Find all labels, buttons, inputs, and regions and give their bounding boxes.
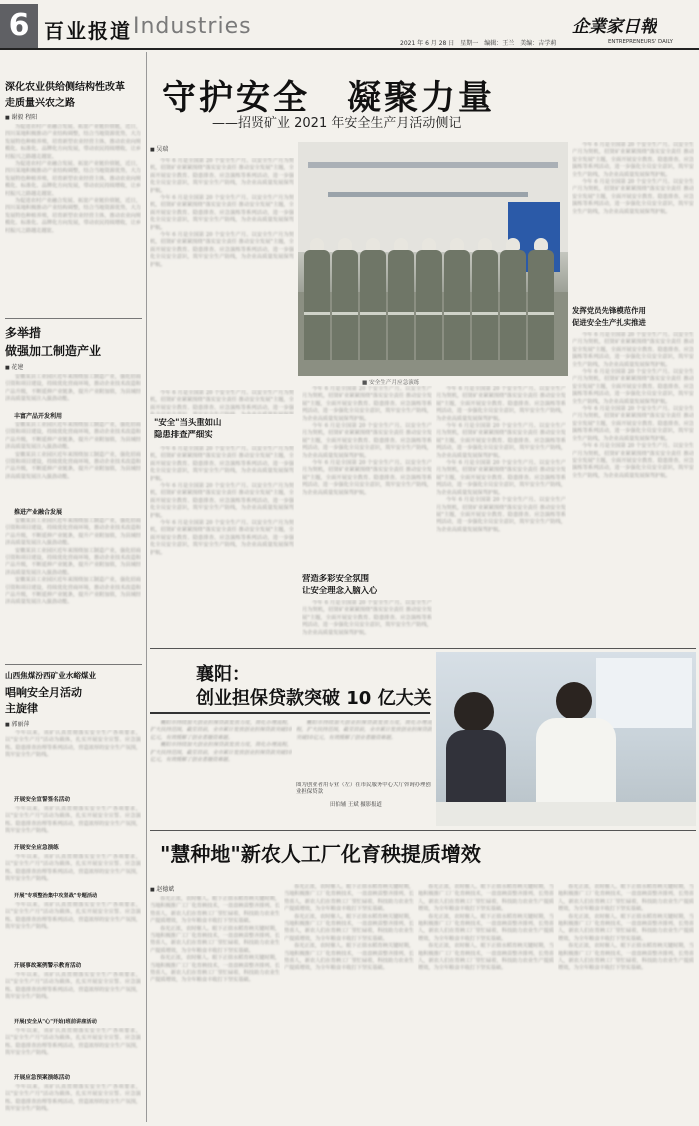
rescuer-figure: [388, 250, 414, 360]
section-heading: 促进安全生产扎实推进: [572, 318, 646, 327]
article-body: 今年 6 月是全国第 20 个安全生产月。以安全生产月为契机，招贤矿业紧紧围绕"落实安全责任 推动安全发展"主题，全面开展安全教育、隐患排查、应急演练等系列活动，进一步强: [150, 390, 294, 411]
left-column-divider: [146, 52, 147, 1122]
photo-person: [556, 682, 592, 720]
article-body: 今年 6 月是全国第 20 个安全生产月。以安全生产月为契机，招贤矿业紧紧围绕"落实安全责任 推动安全发展"主题，全面开展安全教育、隐患排查、应急演练等系列活动，进一步强化全员安全意识，筑牢安全生产防线，为企业高质量发展保驾护航。 今年 6 月是全国第 20 个安全生产月。以安全生产月为契机，招贤矿业紧紧围绕"落实安全责任 推动安全发展"主题，全面开展安全教育、隐患排查、应急演练等系列活动，进一步强化全员安全意识，筑牢安全生产防线，为企业高质量发展保驾护航。 今年 6 月是全国第 20 个安全生产月。以安全生产月为契机，招贤矿业紧紧围绕"落实安全责任 推动安全发展"主题，全面开展安全教育、隐患排查、应急演练等系列活动，进一步强化全员安全意识，筑牢安全生产防线，为企业高质量发展保驾护航。: [302, 386, 432, 496]
article-title: "慧种地"新农人工厂化育秧提质增效: [160, 842, 481, 866]
section-heading: 丰富产品开发利用: [14, 413, 63, 420]
paper-name-en: ENTREPRENEURS' DAILY: [608, 39, 673, 45]
rescuer-helmet: [310, 238, 324, 250]
photo-credit: 田伯辅 王斌 摄影报道: [330, 802, 382, 808]
section-heading: 隐患排查严细实: [154, 430, 213, 439]
article-title: 山西焦煤汾西矿业水峪煤业: [5, 671, 97, 680]
article-body: 襄阳市持续加大创业担保贷款发放力度，简化办理流程，扩大扶持范围，截至目前，全市累计发放创业担保贷款突破10亿元，有效缓解了创业者融资难题。 襄阳市持续加大创业担保贷款发放力度，简化办理流程，扩大扶持范围，截至目前，全市累计发放创业担保贷款突破10亿元，有效缓解了创业者融资难题。: [150, 720, 292, 764]
section-rule: [150, 830, 696, 831]
rescuer-stripe: [500, 312, 526, 315]
article-body: 今年 6 月是全国第 20 个安全生产月。以安全生产月为契机，招贤矿业紧紧围绕"落实安全责任 推动安全发展"主题，全面开展安全教育、隐患排查、应急演练等系列活动，进一步强化全员安全意识，筑牢安全生产防线，为企业高质量发展保驾护航。 今年 6 月是全国第 20 个安全生产月。以安全生产月为契机，招贤矿业紧紧围绕"落实安全责任 推动安全发展"主题，全面开展安全教育、隐患排查、应急演练等系列活动，进一步强化全员安全意识，筑牢安全生产防线，为企业高质量发展保驾护航。: [572, 142, 694, 215]
photo-caption: 图为创业者用专业（左）在市民服务中心大厅咨询办理创业担保贷款: [296, 782, 431, 796]
rescuer-stripe: [472, 312, 498, 315]
rescuer-figure: [304, 250, 330, 360]
section-heading: 推进产业融合发展: [14, 509, 63, 516]
article-body: 今年 6 月是全国第 20 个安全生产月。以安全生产月为契机，招贤矿业紧紧围绕"落实安全责任 推动安全发展"主题，全面开展安全教育、隐患排查、应急演练等系列活动，进一步强化全员安全意识，筑牢安全生产防线，为企业高质量发展保驾护航。 今年 6 月是全国第 20 个安全生产月。以安全生产月为契机，招贤矿业紧紧围绕"落实安全责任 推动安全发展"主题，全面开展安全教育、隐患排查、应急演练等系列活动，进一步强化全员安全意识，筑牢安全生产防线，为企业高质量发展保驾护航。 今年 6 月是全国第 20 个安全生产月。以安全生产月为契机，招贤矿业紧紧围绕"落实安全责任 推动安全发展"主题，全面开展安全教育、隐患排查、应急演练等系列活动，进一步强化全员安全意识，筑牢安全生产防线，为企业高质量发展保驾护航。: [150, 158, 294, 268]
main-subtitle: ——招贤矿业 2021 年安全生产月活动侧记: [212, 116, 462, 131]
article-body: 春光正浓，农时催人。眼下正值水稻育秧关键时期，当地积极推广工厂化育秧技术，一盘盘秧苗整齐排列、长势喜人，新农人们在育秧工厂里忙碌着，科技助力农业生产提质增效，为全年粮食丰收打下坚实基础。 春光正浓，农时催人。眼下正值水稻育秧关键时期，当地积极推广工厂化育秧技术，一盘盘秧苗整齐排列、长势喜人，新农人们在育秧工厂里忙碌着，科技助力农业生产提质增效，为全年粮食丰收打下坚实基础。 春光正浓，农时催人。眼下正值水稻育秧关键时期，当地积极推广工厂化育秧技术，一盘盘秧苗整齐排列、长势喜人，新农人们在育秧工厂里忙碌着，科技助力农业生产提质增效，为全年粮食丰收打下坚实基础。: [418, 884, 554, 972]
article-body: 襄阳市持续加大创业担保贷款发放力度，简化办理流程，扩大扶持范围，截至目前，全市累计发放创业担保贷款突破10亿元，有效缓解了创业者融资难题。: [296, 720, 432, 741]
article-body: 安徽某县工业园区近年来围绕加工制造产业，强化招商引资和项目建设，持续优化营商环境，推动企业技术改造和产品升级，不断延伸产业链条，提升产业附加值，为县域经济高质量发展注入强劲动能。: [5, 374, 141, 403]
section-heading: 让安全理念入脑入心: [302, 586, 378, 595]
article-body: 今年以来，该矿认真贯彻落实安全生产各项要求，以"安全生产月"活动为载体，扎实开展安全宣誓、应急演练、隐患排查治理等系列活动，营造浓厚的安全生产氛围，筑牢安全生产防线。: [5, 902, 141, 931]
article-body: 今年 6 月是全国第 20 个安全生产月。以安全生产月为契机，招贤矿业紧紧围绕"落实安全责任 推动安全发展"主题，全面开展安全教育、隐患排查、应急演练等系列活动，进一步强化全员安全意识，筑牢安全生产防线，为企业高质量发展保驾护航。 今年 6 月是全国第 20 个安全生产月。以安全生产月为契机，招贤矿业紧紧围绕"落实安全责任 推动安全发展"主题，全面开展安全教育、隐患排查、应急演练等系列活动，进一步强化全员安全意识，筑牢安全生产防线，为企业高质量发展保驾护航。 今年 6 月是全国第 20 个安全生产月。以安全生产月为契机，招贤矿业紧紧围绕"落实安全责任 推动安全发展"主题，全面开展安全教育、隐患排查、应急演练等系列活动，进一步强化全员安全意识，筑牢安全生产防线，为企业高质量发展保驾护航。: [150, 446, 294, 556]
rescuer-stripe: [416, 312, 442, 315]
rescuer-helmet: [534, 238, 548, 250]
rescuer-stripe: [528, 312, 554, 315]
rescuer-figure: [416, 250, 442, 360]
credit-photo: [436, 652, 696, 826]
article-title: 唱响安全月活动: [5, 686, 82, 699]
title-rule: [150, 712, 430, 714]
masthead-rule: [0, 48, 699, 50]
article-title: 做强加工制造产业: [5, 344, 102, 358]
rescuer-helmet: [422, 238, 436, 250]
page-number: 6: [8, 8, 30, 43]
byline: ■ 郭丽萍: [5, 719, 29, 728]
rescuer-helmet: [338, 238, 352, 250]
section-rule: [150, 648, 696, 649]
article-body: 今年以来，该矿认真贯彻落实安全生产各项要求，以"安全生产月"活动为载体，扎实开展安全宣誓、应急演练、隐患排查治理等系列活动，营造浓厚的安全生产氛围，筑牢安全生产防线。: [5, 972, 141, 1001]
section-heading: 开展应急预案演练活动: [14, 1075, 70, 1081]
rescuer-helmet: [478, 238, 492, 250]
rescuer-helmet: [394, 238, 408, 250]
article-title: 主旋律: [5, 702, 38, 715]
section-rule: [5, 318, 142, 319]
article-body: 今年以来，该矿认真贯彻落实安全生产各项要求，以"安全生产月"活动为载体，扎实开展安全宣誓、应急演练、隐患排查治理等系列活动，营造浓厚的安全生产氛围，筑牢安全生产防线。: [5, 1028, 141, 1057]
article-body: 安徽某县工业园区近年来围绕加工制造产业，强化招商引资和项目建设，持续优化营商环境，推动企业技术改造和产品升级，不断延伸产业链条，提升产业附加值，为县域经济高质量发展注入强劲动能。 安徽某县工业园区近年来围绕加工制造产业，强化招商引资和项目建设，持续优化营商环境，推动企业技术改造和产品升级，不断延伸产业链条，提升产业附加值，为县域经济高质量发展注入强劲动能。: [5, 422, 141, 480]
article-title: 襄阳：: [196, 664, 250, 685]
article-body: 为促进农村产业融合发展、拓宽产业链价值链，近日，四川某地积极推动产业结构调整，结合当地资源优势，大力发展特色种植养殖，培育新型农业经营主体，推动农业向规模化、标准化、品牌化方向发展，带动农民持续增收，让乡村振兴之路越走越宽。 为促进农村产业融合发展、拓宽产业链价值链，近日，四川某地积极推动产业结构调整，结合当地资源优势，大力发展特色种植养殖，培育新型农业经营主体，推动农业向规模化、标准化、品牌化方向发展，带动农民持续增收，让乡村振兴之路越走越宽。 为促进农村产业融合发展、拓宽产业链价值链，近日，四川某地积极推动产业结构调整，结合当地资源优势，大力发展特色种植养殖，培育新型农业经营主体，推动农业向规模化、标准化、品牌化方向发展，带动农民持续增收，让乡村振兴之路越走越宽。: [5, 124, 141, 234]
rescuer-figure: [444, 250, 470, 360]
section-heading: "安全"当头重如山: [154, 418, 222, 427]
section-name-en: Industries: [133, 14, 252, 39]
section-rule: [5, 664, 142, 665]
byline: ■ 花建: [5, 362, 23, 371]
date-line: 2021 年 6 月 28 日 星期一 编辑：王兰 美编：吉学莉: [400, 40, 557, 47]
rescuer-stripe: [360, 312, 386, 315]
rescuer-stripe: [332, 312, 358, 315]
article-body: 今年 6 月是全国第 20 个安全生产月。以安全生产月为契机，招贤矿业紧紧围绕"落实安全责任 推动安全发展"主题，全面开展安全教育、隐患排查、应急演练等系列活动，进一步强化全员安全意识，筑牢安全生产防线，为企业高质量发展保驾护航。 今年 6 月是全国第 20 个安全生产月。以安全生产月为契机，招贤矿业紧紧围绕"落实安全责任 推动安全发展"主题，全面开展安全教育、隐患排查、应急演练等系列活动，进一步强化全员安全意识，筑牢安全生产防线，为企业高质量发展保驾护航。 今年 6 月是全国第 20 个安全生产月。以安全生产月为契机，招贤矿业紧紧围绕"落实安全责任 推动安全发展"主题，全面开展安全教育、隐患排查、应急演练等系列活动，进一步强化全员安全意识，筑牢安全生产防线，为企业高质量发展保驾护航。 今年 6 月是全国第 20 个安全生产月。以安全生产月为契机，招贤矿业紧紧围绕"落实安全责任 推动安全发展"主题，全面开展安全教育、隐患排查、应急演练等系列活动，进一步强化全员安全意识，筑牢安全生产防线，为企业高质量发展保驾护航。: [572, 332, 694, 479]
rescuer-helmet: [366, 238, 380, 250]
article-body: 春光正浓，农时催人。眼下正值水稻育秧关键时期，当地积极推广工厂化育秧技术，一盘盘秧苗整齐排列、长势喜人，新农人们在育秧工厂里忙碌着，科技助力农业生产提质增效，为全年粮食丰收打下坚实基础。 春光正浓，农时催人。眼下正值水稻育秧关键时期，当地积极推广工厂化育秧技术，一盘盘秧苗整齐排列、长势喜人，新农人们在育秧工厂里忙碌着，科技助力农业生产提质增效，为全年粮食丰收打下坚实基础。 春光正浓，农时催人。眼下正值水稻育秧关键时期，当地积极推广工厂化育秧技术，一盘盘秧苗整齐排列、长势喜人，新农人们在育秧工厂里忙碌着，科技助力农业生产提质增效，为全年粮食丰收打下坚实基础。: [558, 884, 694, 972]
section-heading: 发挥党员先锋模范作用: [572, 306, 646, 315]
rescuer-figure: [500, 250, 526, 360]
article-body: 春光正浓，农时催人。眼下正值水稻育秧关键时期，当地积极推广工厂化育秧技术，一盘盘秧苗整齐排列、长势喜人，新农人们在育秧工厂里忙碌着，科技助力农业生产提质增效，为全年粮食丰收打下坚实基础。 春光正浓，农时催人。眼下正值水稻育秧关键时期，当地积极推广工厂化育秧技术，一盘盘秧苗整齐排列、长势喜人，新农人们在育秧工厂里忙碌着，科技助力农业生产提质增效，为全年粮食丰收打下坚实基础。 春光正浓，农时催人。眼下正值水稻育秧关键时期，当地积极推广工厂化育秧技术，一盘盘秧苗整齐排列、长势喜人，新农人们在育秧工厂里忙碌着，科技助力农业生产提质增效，为全年粮食丰收打下坚实基础。: [150, 896, 280, 984]
article-body: 今年以来，该矿认真贯彻落实安全生产各项要求，以"安全生产月"活动为载体，扎实开展安全宣誓、应急演练、隐患排查治理等系列活动，营造浓厚的安全生产氛围，筑牢安全生产防线。: [5, 1084, 141, 1113]
byline: ■ 赵德斌: [150, 884, 174, 893]
section-heading: 开展"专项整治集中攻坚战"专题活动: [14, 893, 98, 899]
article-body: 安徽某县工业园区近年来围绕加工制造产业，强化招商引资和项目建设，持续优化营商环境，推动企业技术改造和产品升级，不断延伸产业链条，提升产业附加值，为县域经济高质量发展注入强劲动能。 安徽某县工业园区近年来围绕加工制造产业，强化招商引资和项目建设，持续优化营商环境，推动企业技术改造和产品升级，不断延伸产业链条，提升产业附加值，为县域经济高质量发展注入强劲动能。 安徽某县工业园区近年来围绕加工制造产业，强化招商引资和项目建设，持续优化营商环境，推动企业技术改造和产品升级，不断延伸产业链条，提升产业附加值，为县域经济高质量发展注入强劲动能。: [5, 518, 141, 606]
article-title: 走质量兴农之路: [5, 98, 75, 109]
article-title: 创业担保贷款突破 10 亿大关: [196, 688, 432, 709]
section-heading: 开展事故案例警示教育活动: [14, 963, 82, 969]
article-body: 今年 6 月是全国第 20 个安全生产月。以安全生产月为契机，招贤矿业紧紧围绕"落实安全责任 推动安全发展"主题，全面开展安全教育、隐患排查、应急演练等系列活动，进一步强化全员安全意识，筑牢安全生产防线，为企业高质量发展保驾护航。: [302, 600, 432, 636]
photo-window: [596, 658, 692, 728]
rescuer-figure: [332, 250, 358, 360]
rescuer-helmet: [506, 238, 520, 250]
rescuer-figure: [360, 250, 386, 360]
main-headline: 守护安全 凝聚力量: [162, 78, 495, 118]
rescuer-figure: [472, 250, 498, 360]
section-heading: 开展(安全从"心"开始)班前讲座活动: [14, 1019, 97, 1025]
rescuer-stripe: [444, 312, 470, 315]
section-name-cn: 百业报道: [44, 19, 132, 43]
photo-caption: ■ 安全生产月应急演练: [362, 380, 420, 386]
section-heading: 营造多彩安全氛围: [302, 574, 369, 583]
article-title: 深化农业供给侧结构性改革: [5, 82, 125, 93]
rescuer-stripe: [304, 312, 330, 315]
feature-photo: [298, 142, 568, 376]
section-heading: 开展安全宣誓签名活动: [14, 797, 70, 803]
paper-name: 企業家日報: [572, 17, 657, 37]
article-body: 今年以来，该矿认真贯彻落实安全生产各项要求，以"安全生产月"活动为载体，扎实开展安全宣誓、应急演练、隐患排查治理等系列活动，营造浓厚的安全生产氛围，筑牢安全生产防线。: [5, 730, 141, 759]
rescuer-stripe: [388, 312, 414, 315]
byline: ■ 吴瑞: [150, 144, 168, 153]
section-heading: 开展安全应急演练: [14, 845, 59, 851]
article-body: 今年以来，该矿认真贯彻落实安全生产各项要求，以"安全生产月"活动为载体，扎实开展安全宣誓、应急演练、隐患排查治理等系列活动，营造浓厚的安全生产氛围，筑牢安全生产防线。: [5, 806, 141, 835]
byline: ■ 谢毅 程阳: [5, 112, 37, 121]
rescuer-helmet: [450, 238, 464, 250]
article-body: 今年 6 月是全国第 20 个安全生产月。以安全生产月为契机，招贤矿业紧紧围绕"落实安全责任 推动安全发展"主题，全面开展安全教育、隐患排查、应急演练等系列活动，进一步强化全员安全意识，筑牢安全生产防线，为企业高质量发展保驾护航。 今年 6 月是全国第 20 个安全生产月。以安全生产月为契机，招贤矿业紧紧围绕"落实安全责任 推动安全发展"主题，全面开展安全教育、隐患排查、应急演练等系列活动，进一步强化全员安全意识，筑牢安全生产防线，为企业高质量发展保驾护航。 今年 6 月是全国第 20 个安全生产月。以安全生产月为契机，招贤矿业紧紧围绕"落实安全责任 推动安全发展"主题，全面开展安全教育、隐患排查、应急演练等系列活动，进一步强化全员安全意识，筑牢安全生产防线，为企业高质量发展保驾护航。 今年 6 月是全国第 20 个安全生产月。以安全生产月为契机，招贤矿业紧紧围绕"落实安全责任 推动安全发展"主题，全面开展安全教育、隐患排查、应急演练等系列活动，进一步强化全员安全意识，筑牢安全生产防线，为企业高质量发展保驾护航。: [436, 386, 566, 533]
photo-person: [454, 692, 494, 732]
photo-desk: [436, 802, 696, 826]
rescuer-figure: [528, 250, 554, 360]
article-body: 今年以来，该矿认真贯彻落实安全生产各项要求，以"安全生产月"活动为载体，扎实开展安全宣誓、应急演练、隐患排查治理等系列活动，营造浓厚的安全生产氛围，筑牢安全生产防线。: [5, 854, 141, 883]
photo-pipe: [308, 162, 558, 168]
photo-pipe: [328, 192, 528, 197]
article-body: 春光正浓，农时催人。眼下正值水稻育秧关键时期，当地积极推广工厂化育秧技术，一盘盘秧苗整齐排列、长势喜人，新农人们在育秧工厂里忙碌着，科技助力农业生产提质增效，为全年粮食丰收打下坚实基础。 春光正浓，农时催人。眼下正值水稻育秧关键时期，当地积极推广工厂化育秧技术，一盘盘秧苗整齐排列、长势喜人，新农人们在育秧工厂里忙碌着，科技助力农业生产提质增效，为全年粮食丰收打下坚实基础。 春光正浓，农时催人。眼下正值水稻育秧关键时期，当地积极推广工厂化育秧技术，一盘盘秧苗整齐排列、长势喜人，新农人们在育秧工厂里忙碌着，科技助力农业生产提质增效，为全年粮食丰收打下坚实基础。: [284, 884, 414, 972]
article-title: 多举措: [5, 326, 42, 340]
